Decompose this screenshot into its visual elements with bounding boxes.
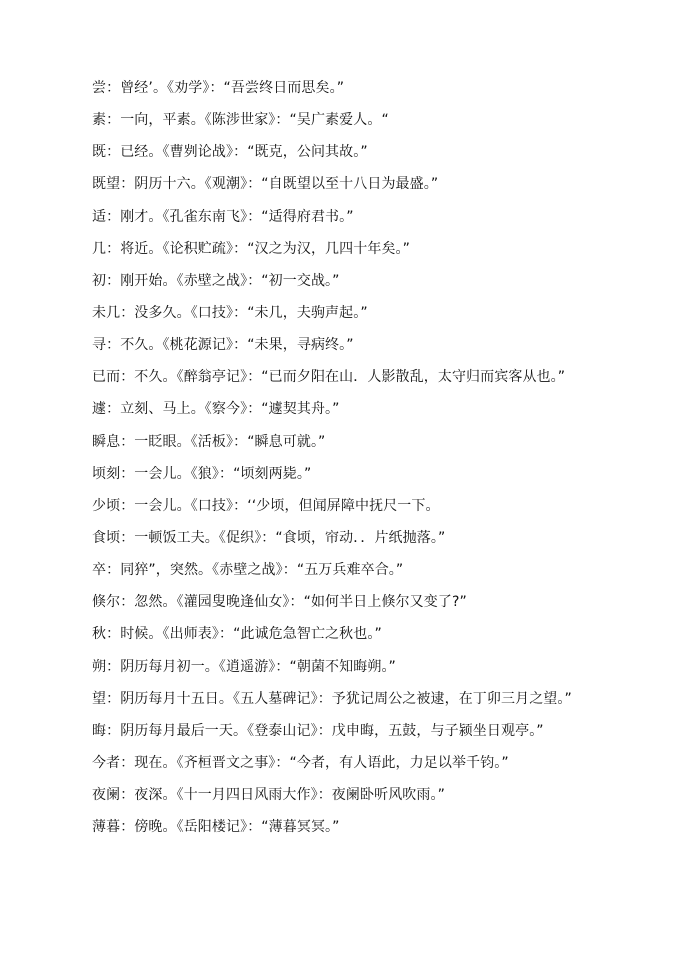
glossary-entry: 素：一向，平素。《陈涉世家》：“吴广素爱人。“ <box>92 112 389 129</box>
glossary-entry: 顷刻：一会儿。《狼》：“顷刻两毙。” <box>92 465 312 482</box>
glossary-entry: 已而：不久。《醉翁亭记》：“已而夕阳在山．人影散乱，太守归而宾客从也。” <box>92 369 566 386</box>
glossary-entry: 食顷：一顿饭工夫。《促织》：“食顷，帘动．．片纸抛落。” <box>92 529 446 546</box>
glossary-entry: 少顷：一会儿。《口技》：‘‘少顷，但闻屏障中抚尺一下。 <box>92 497 440 514</box>
glossary-list <box>92 72 652 843</box>
glossary-entry: 初：刚开始。《赤壁之战》：“初一交战。” <box>92 272 340 289</box>
glossary-entry: 卒：同猝”，突然。《赤壁之战》：“五万兵难卒合。” <box>92 562 404 579</box>
glossary-entry: 几：将近。《论积贮疏》：“汉之为汉，几四十年矣。” <box>92 240 411 257</box>
glossary-entry: 薄暮：傍晚。《岳阳楼记》：“薄暮冥冥。” <box>92 819 340 836</box>
glossary-entry: 倏尔：忽然。《灌园叟晚逢仙女》：“如何半日上倏尔又变了?” <box>92 594 467 611</box>
glossary-entry: 晦：阴历每月最后一天。《登泰山记》：戊申晦，五鼓，与子颍坐日观亭。” <box>92 722 544 739</box>
glossary-entry: 既望：阴历十六。《观潮》：“自既望以至十八日为最盛。” <box>92 176 439 193</box>
glossary-entry: 寻：不久。《桃花源记》：“未果，寻病终。” <box>92 337 354 354</box>
glossary-entry: 今者：现在。《齐桓晋文之事》：“今者，有人语此，力足以举千钧。” <box>92 754 509 771</box>
glossary-entry: 朔：阴历每月初一。《逍遥游》：“朝菌不知晦朔。” <box>92 658 396 675</box>
glossary-entry: 未几：没多久。《口技》：“未几，夫驹声起。” <box>92 304 368 321</box>
glossary-entry: 遽：立刻、马上。《察今》：“遽契其舟。” <box>92 401 340 418</box>
glossary-entry: 适：刚才。《孔雀东南飞》：“适得府君书。” <box>92 208 354 225</box>
glossary-entry: 既：已经。《曹刿论战》：“既克，公问其故。” <box>92 144 368 161</box>
glossary-entry: 望：阴历每月十五日。《五人墓碑记》：予犹记周公之被逮，在丁卯三月之望。” <box>92 690 572 707</box>
glossary-entry: 尝：曾经’。《劝学》：“吾尝终日而思矣。” <box>92 80 345 96</box>
glossary-entry: 夜阑：夜深。《十一月四日风雨大作》：夜阑卧听风吹雨。” <box>92 787 445 804</box>
glossary-entry: 瞬息：一眨眼。《活板》：“瞬息可就。” <box>92 433 326 450</box>
glossary-entry: 秋：时候。《出师表》：“此诚危急智亡之秋也。” <box>92 626 382 643</box>
